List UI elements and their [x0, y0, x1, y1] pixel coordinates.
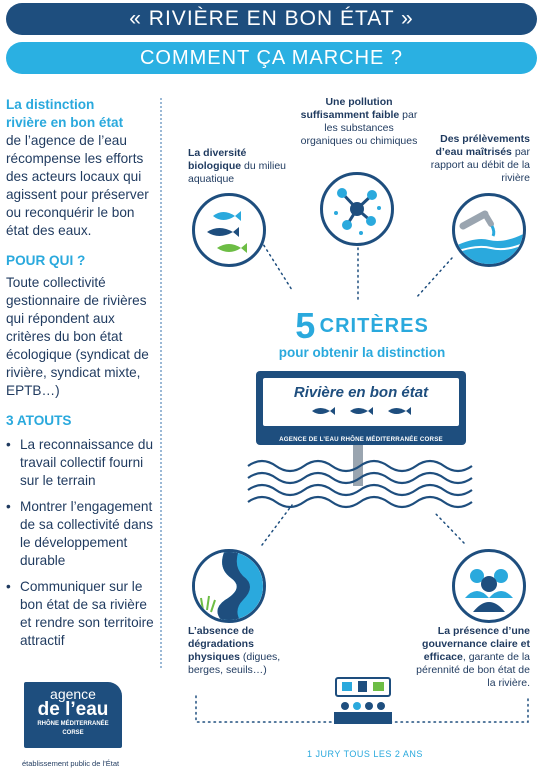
molecule-icon — [323, 175, 391, 243]
river-sign — [256, 371, 466, 445]
sign-fish-icon — [306, 403, 416, 419]
people-group-icon — [455, 552, 523, 620]
asset-item: • Montrer l’engagement de sa collectivité dans le développement durable — [6, 498, 154, 570]
logo-line1: agence — [50, 686, 96, 702]
criterion-governance-circle — [452, 549, 526, 623]
jury-caption: 1 JURY TOUS LES 2 ANS — [307, 749, 423, 759]
criterion-biodiversity-circle — [192, 193, 266, 267]
criterion-withdrawals-text: Des prélèvements d’eau maîtrisés par rapport au débit de la rivière — [430, 133, 530, 184]
five-criteria-heading — [262, 305, 462, 360]
criterion-pollution-text: Une pollution suffisamment faible par les substances organiques ou chimiques — [300, 96, 418, 147]
criterion-biodiversity-text: La diversité biologique du milieu aquatique — [188, 147, 287, 185]
asset-item: • Communiquer sur le bon état de sa rivière et rendre son territoire attractif — [6, 578, 154, 650]
intro-title-line1: La distinction — [6, 97, 95, 112]
intro-title-line2: rivière en bon état — [6, 115, 124, 130]
criterion-degradation-text: L’absence de dégradations physiques (digues, berges, seuils…) — [188, 625, 281, 676]
fish-icon — [195, 196, 263, 264]
who-body: Toute collectivité gestionnaire de rivières qui répondent aux critères du bon état écologique (syndicat de rivière, syndicat mixte, EPTB…) — [6, 275, 149, 398]
who-heading: POUR QUI ? — [6, 253, 86, 268]
logo-line2: de l’eau — [37, 699, 109, 720]
logo-line4: CORSE — [62, 730, 84, 736]
logo-footer: établissement public de l’État — [22, 759, 120, 768]
sign-footer: AGENCE DE L’EAU RHÔNE MÉDITERRANÉE CORSE — [279, 436, 443, 443]
asset-item: • La reconnaissance du travail collectif fourni sur le terrain — [6, 436, 154, 490]
jury-icon — [330, 676, 396, 726]
assets-heading: 3 ATOUTS — [6, 413, 72, 428]
five-number: 5 — [295, 305, 316, 346]
agency-logo — [24, 682, 122, 748]
five-criteria-subtitle: pour obtenir la distinction — [278, 345, 446, 360]
criteria-word: CRITÈRES — [319, 314, 429, 337]
logo-line3: RHÔNE MÉDITERRANÉE — [37, 721, 109, 727]
river-bank-icon — [195, 552, 263, 620]
subtitle-banner: COMMENT ÇA MARCHE ? — [6, 42, 537, 74]
river-waves — [240, 440, 480, 520]
water-pipe-icon — [455, 196, 523, 264]
criterion-degradation-circle — [192, 549, 266, 623]
criterion-governance-text: La présence d’une gouvernance claire et efficace, garante de la pérennité de bon état de la rivière. — [416, 625, 530, 689]
title-banner: « RIVIÈRE EN BON ÉTAT » — [6, 3, 537, 35]
criterion-withdrawals-circle — [452, 193, 526, 267]
sign-title: Rivière en bon état — [293, 384, 429, 401]
criterion-pollution-circle — [320, 172, 394, 246]
sign-panel — [263, 378, 459, 426]
intro-body: de l’agence de l’eau récompense les efforts des acteurs locaux qui agissent pour préserver ou reconquérir le bon état des eaux. — [6, 133, 149, 238]
